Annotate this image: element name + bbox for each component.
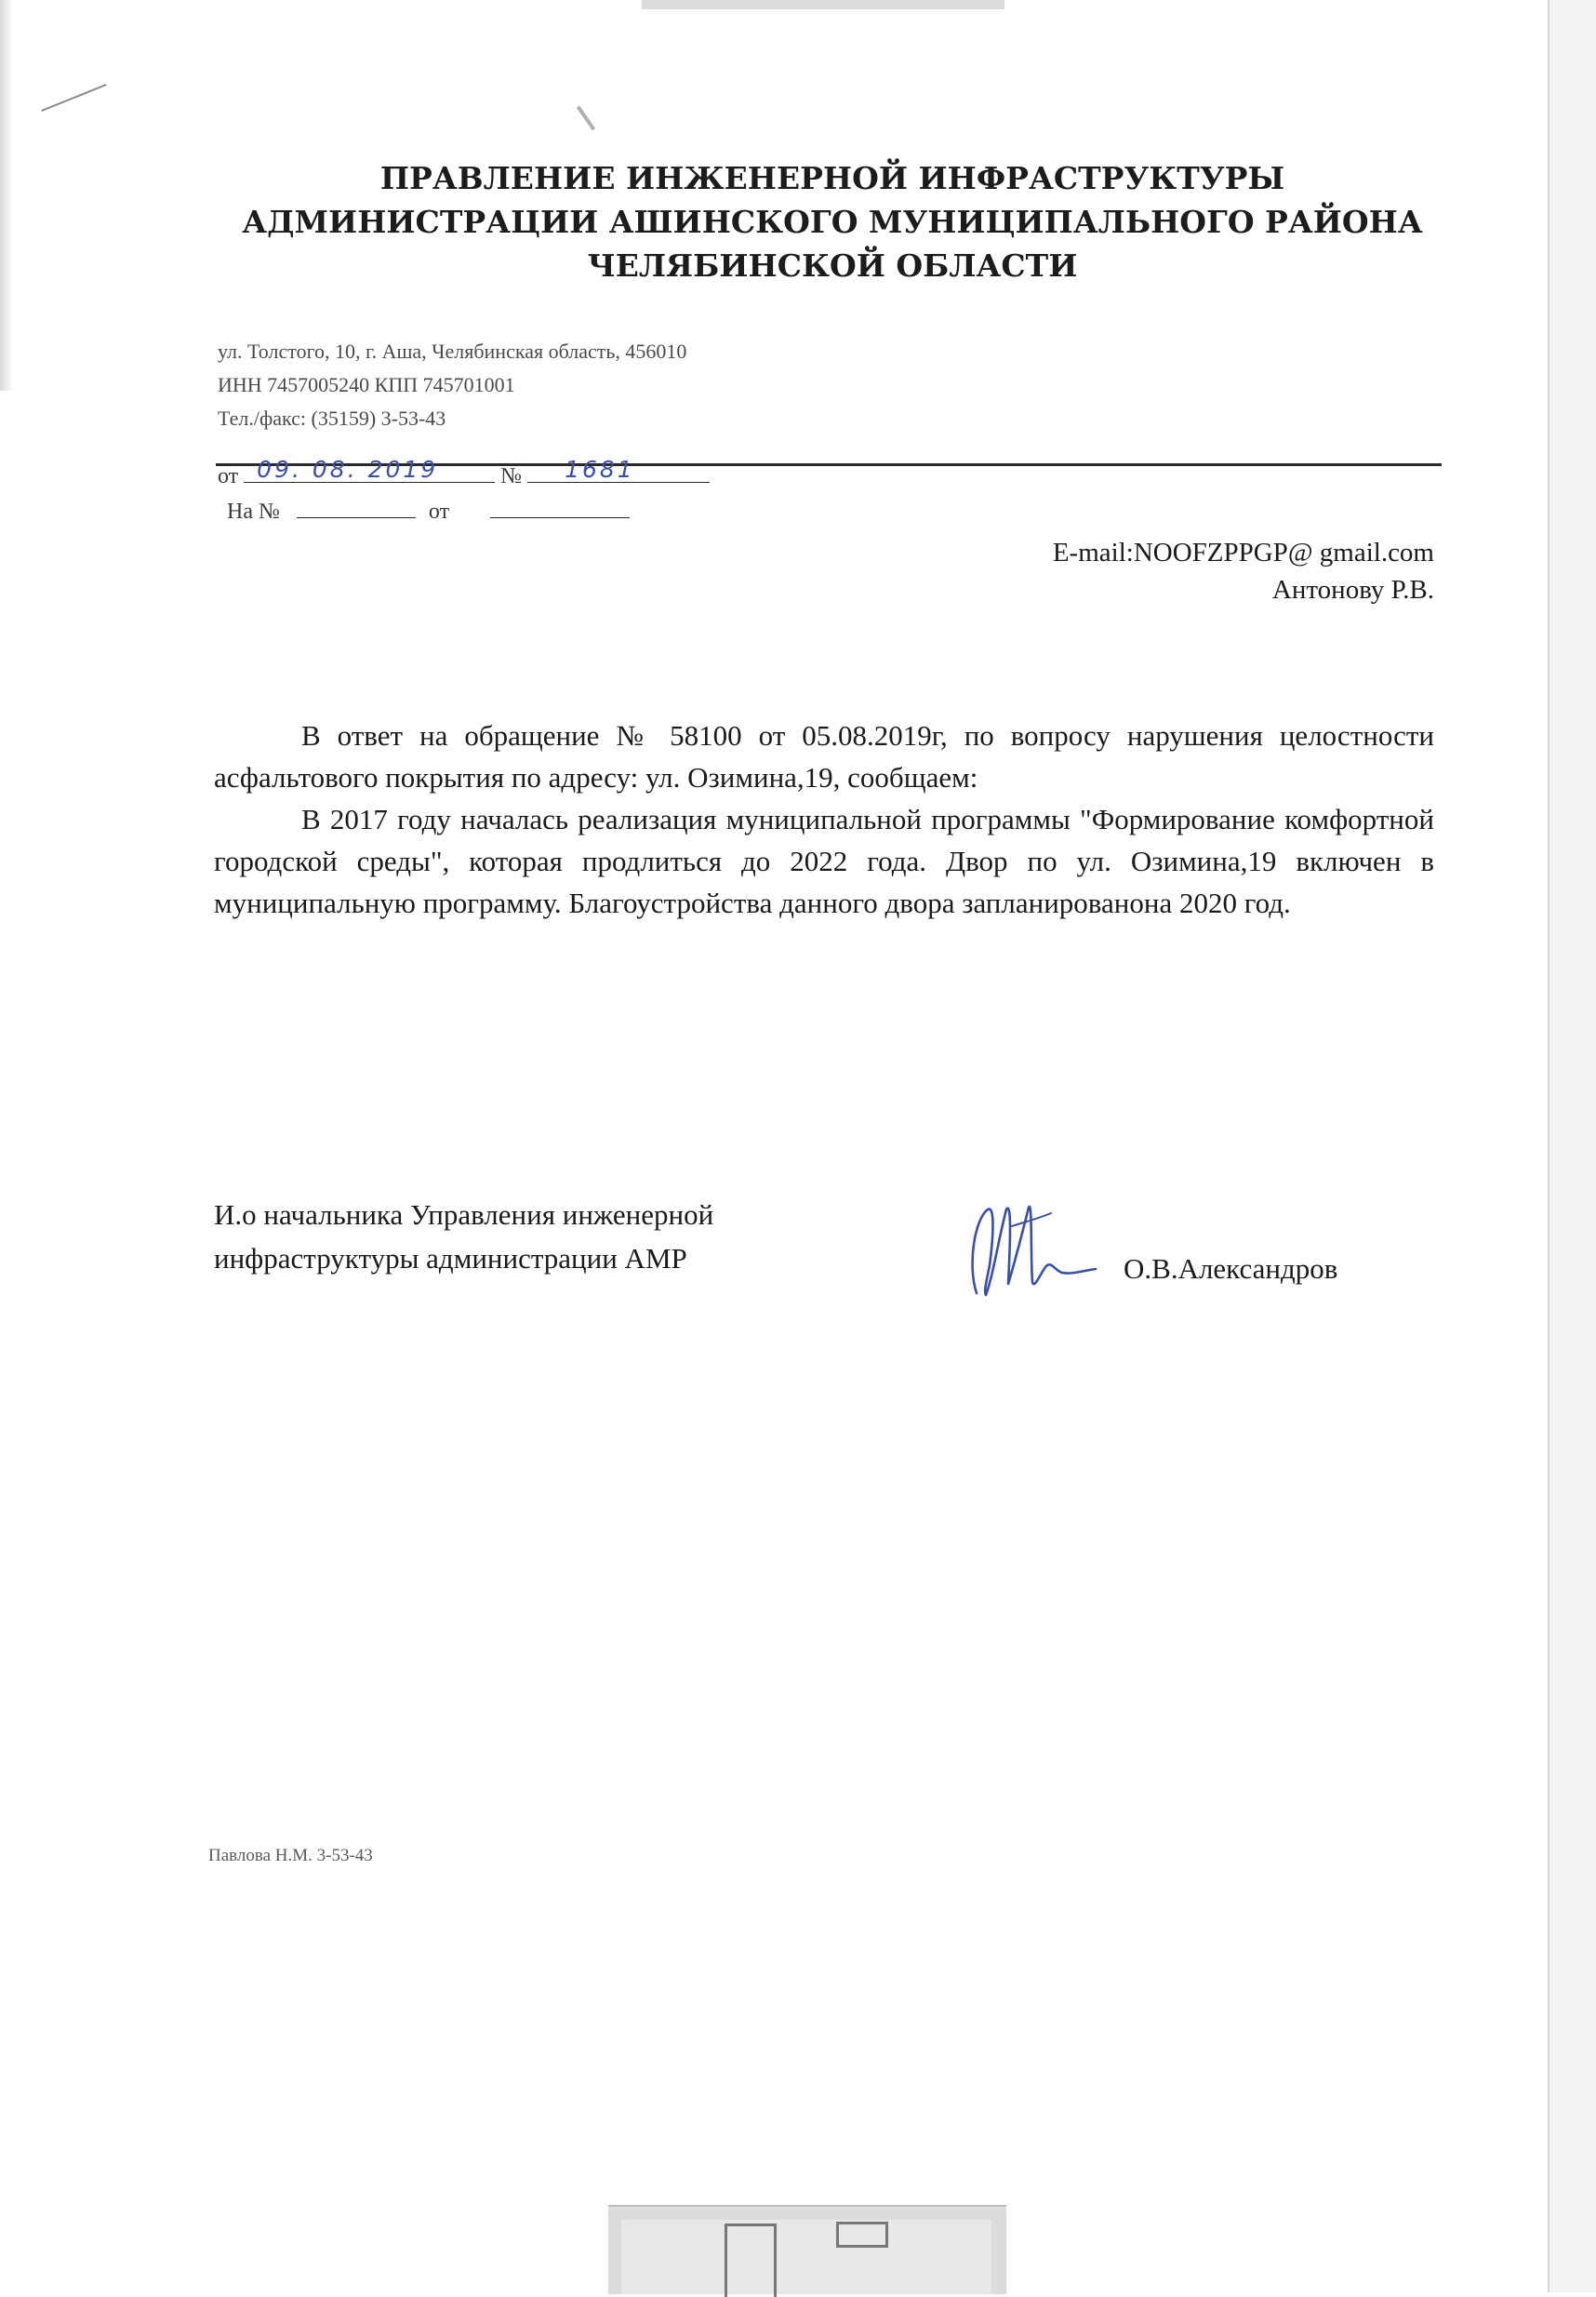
- in-reply-date-field: [490, 495, 630, 518]
- date-field: [244, 456, 495, 483]
- recipient-name: Антонову Р.В.: [1271, 575, 1434, 605]
- incoming-registration: [227, 495, 630, 525]
- handwritten-date: 09. 08. 2019: [257, 456, 439, 483]
- scanner-artifact: [608, 2205, 1006, 2294]
- scan-mark: [41, 84, 106, 112]
- recipient-block: [1053, 534, 1434, 608]
- recipient-email: E-mail:NOOFZPPGP@ gmail.com: [1052, 538, 1434, 568]
- position-line-1: И.о начальника Управления инженерной: [214, 1198, 714, 1231]
- in-reply-date-label: от: [428, 500, 450, 524]
- signatory-name: О.В.Александров: [1124, 1252, 1338, 1285]
- phone-fax: Тел./факс: (35159) 3-53-43: [218, 407, 446, 430]
- letterhead-line-2: АДМИНИСТРАЦИИ АШИНСКОГО МУНИЦИПАЛЬНОГО РАЙОНА: [242, 204, 1423, 240]
- in-reply-number-field: [297, 495, 416, 518]
- letterhead-title: [233, 156, 1432, 287]
- letterhead-line-1: ПРАВЛЕНИЕ ИНЖЕНЕРНОЙ ИНФРАСТРУКТУРЫ: [379, 160, 1285, 196]
- body-paragraph-2: В 2017 году началась реализация муниципальной программы "Формирование комфортной городской среды", которая продлиться до 2022 года. Двор по ул. Озимина,19 включен в муниципальную программу. Благоустройства данного двора запланированона 2020 год.: [214, 803, 1434, 919]
- scanner-artifact-panel: [621, 2220, 991, 2294]
- handwritten-number: 1681: [565, 456, 635, 483]
- signatory-position: [214, 1193, 713, 1280]
- scan-page-edge: [1548, 0, 1596, 2292]
- body-paragraph-1: В ответ на обращение № 58100 от 05.08.2019г, по вопросу нарушения целостности асфальтового покрытия по адресу: ул. Озимина,19, сообщаем:: [214, 719, 1434, 794]
- letterhead-line-3: ЧЕЛЯБИНСКОЙ ОБЛАСТИ: [587, 247, 1078, 284]
- executor-note: Павлова Н.М. 3-53-43: [208, 1846, 373, 1865]
- number-label: №: [500, 464, 523, 488]
- scanner-artifact-shape: [725, 2224, 777, 2297]
- letterhead-contacts: [218, 335, 686, 435]
- position-line-2: инфраструктуры администрации АМР: [214, 1242, 687, 1275]
- outgoing-registration: [218, 456, 710, 489]
- scan-top-edge: [642, 0, 1004, 9]
- address: ул. Толстого, 10, г. Аша, Челябинская область, 456010: [218, 340, 687, 363]
- in-reply-label: На №: [227, 500, 280, 524]
- handwritten-signature: [958, 1182, 1116, 1312]
- scanner-artifact-shape: [836, 2222, 888, 2248]
- scan-mark: [577, 106, 595, 131]
- number-field: [527, 456, 710, 483]
- date-label: от: [218, 464, 239, 488]
- letter-body: [214, 714, 1434, 924]
- inn-kpp: ИНН 7457005240 КПП 745701001: [218, 373, 515, 396]
- scan-left-shadow: [0, 0, 13, 391]
